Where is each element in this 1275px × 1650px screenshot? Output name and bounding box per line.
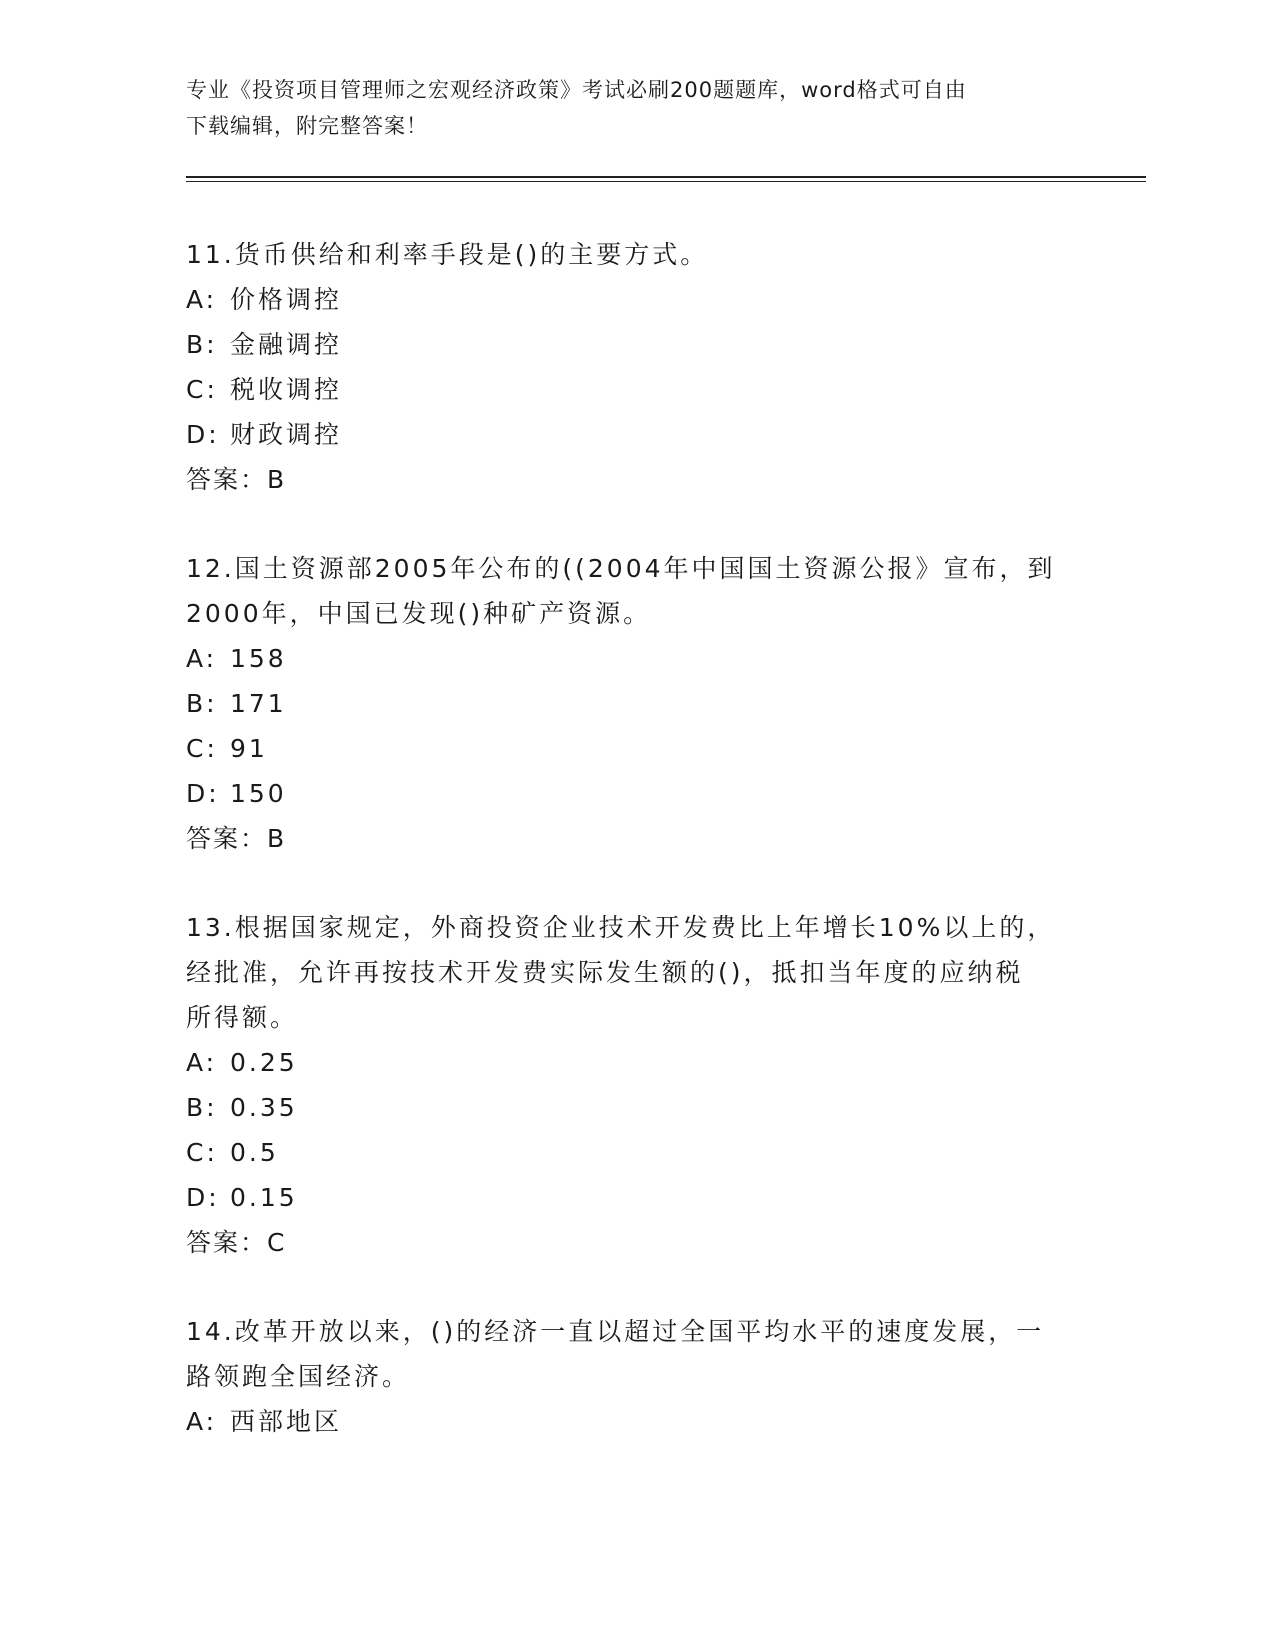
option-label: A: (186, 1048, 218, 1077)
question-12 (186, 546, 1086, 861)
question-stem: 14.改革开放以来，()的经济一直以超过全国平均水平的速度发展，一 (186, 1317, 1045, 1346)
option-b (186, 322, 1086, 367)
option-label: D: (186, 779, 220, 808)
option-text: 0.35 (230, 1093, 298, 1122)
header-line-1: 专业《投资项目管理师之宏观经济政策》考试必刷200题题库，word格式可自由 (186, 78, 967, 102)
option-d (186, 771, 1086, 816)
question-stem: 12.国土资源部2005年公布的((2004年中国国土资源公报》宣布，到 (186, 554, 1056, 583)
option-c (186, 1130, 1086, 1175)
option-text: 价格调控 (230, 285, 343, 314)
option-label: B: (186, 1093, 218, 1122)
option-text: 金融调控 (230, 330, 343, 359)
question-stem-continued: 路领跑全国经济。 (186, 1362, 411, 1391)
option-text: 西部地区 (230, 1407, 343, 1436)
option-text: 0.15 (230, 1183, 298, 1212)
option-a (186, 636, 1086, 681)
option-c (186, 367, 1086, 412)
header-divider-thick (186, 176, 1146, 178)
option-text: 0.25 (230, 1048, 298, 1077)
option-a (186, 1040, 1086, 1085)
question-stem: 13.根据国家规定，外商投资企业技术开发费比上年增长10%以上的， (186, 913, 1056, 942)
option-text: 158 (230, 644, 287, 673)
option-text: 171 (230, 689, 287, 718)
option-label: D: (186, 1183, 220, 1212)
answer-line: 答案：B (186, 465, 287, 494)
option-label: B: (186, 330, 218, 359)
option-b (186, 1085, 1086, 1130)
question-11 (186, 232, 1086, 502)
option-text: 91 (230, 734, 268, 763)
question-stem: 11.货币供给和利率手段是()的主要方式。 (186, 240, 709, 269)
question-13 (186, 905, 1086, 1265)
answer-line: 答案：C (186, 1228, 287, 1257)
question-stem-continued: 经批准，允许再按技术开发费实际发生额的()，抵扣当年度的应纳税 (186, 958, 1024, 987)
option-label: C: (186, 734, 218, 763)
question-list (186, 232, 1086, 1488)
option-label: C: (186, 375, 218, 404)
option-label: B: (186, 689, 218, 718)
header-line-2: 下载编辑，附完整答案！ (186, 114, 428, 138)
option-label: A: (186, 285, 218, 314)
option-text: 0.5 (230, 1138, 279, 1167)
option-text: 150 (230, 779, 287, 808)
option-d (186, 1175, 1086, 1220)
option-text: 财政调控 (230, 420, 343, 449)
option-a (186, 277, 1086, 322)
question-stem-continued: 所得额。 (186, 1003, 299, 1032)
option-text: 税收调控 (230, 375, 343, 404)
option-label: C: (186, 1138, 218, 1167)
option-label: A: (186, 1407, 218, 1436)
option-c (186, 726, 1086, 771)
answer-line: 答案：B (186, 824, 287, 853)
header-divider-thin (186, 181, 1146, 182)
question-14 (186, 1309, 1086, 1444)
option-b (186, 681, 1086, 726)
option-d (186, 412, 1086, 457)
question-stem-continued: 2000年，中国已发现()种矿产资源。 (186, 599, 652, 628)
option-label: D: (186, 420, 220, 449)
option-a (186, 1399, 1086, 1444)
document-header (186, 72, 1066, 144)
option-label: A: (186, 644, 218, 673)
